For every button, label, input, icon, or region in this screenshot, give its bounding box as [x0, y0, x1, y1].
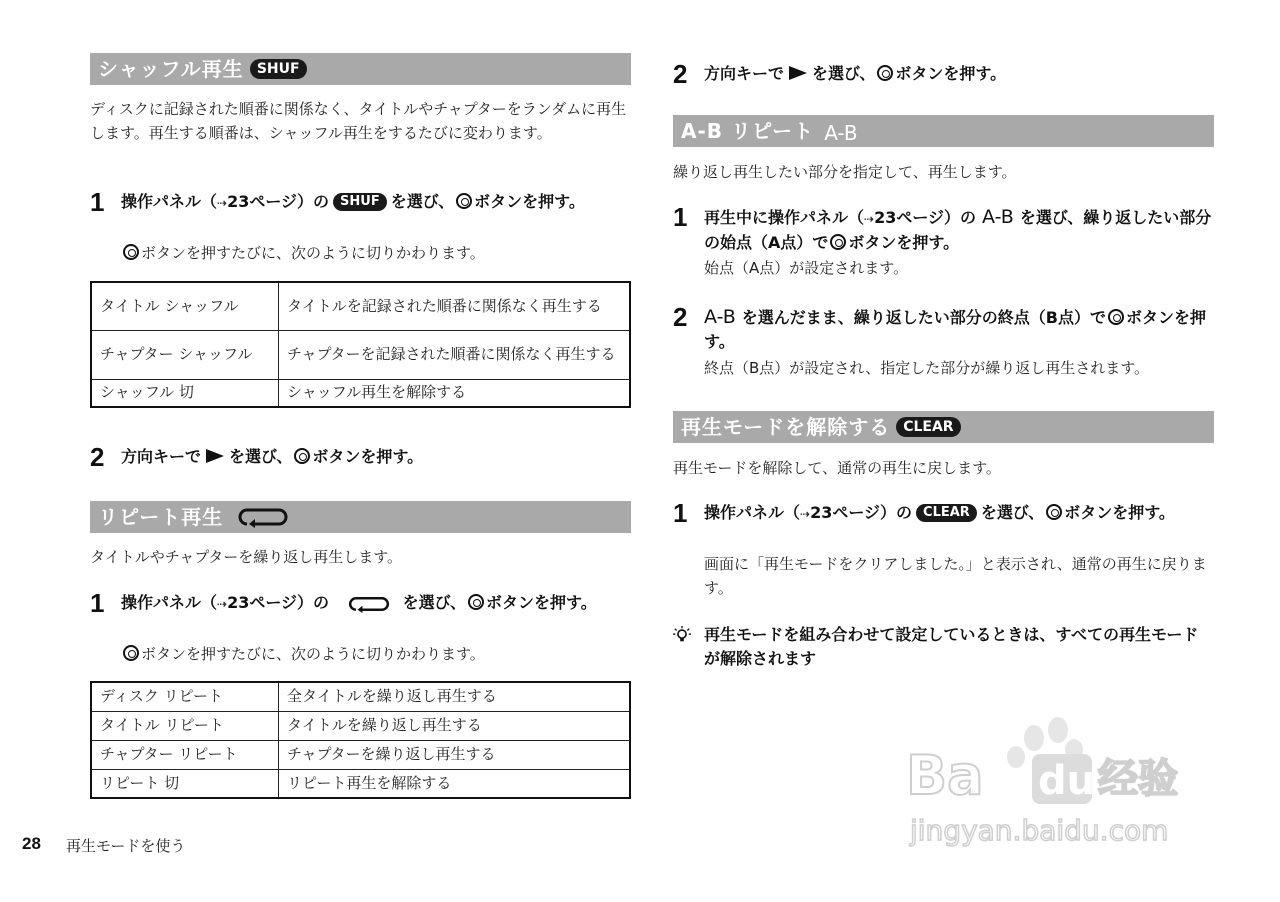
table-row [91, 740, 630, 769]
enter-circle-icon [468, 594, 484, 610]
shuffle-title: シャッフル再生 [98, 57, 244, 81]
clear-badge-inline: CLEAR [916, 504, 977, 522]
step-note-text: ボタンを押すたびに、次のように切りかわります。 [141, 244, 485, 262]
lightbulb-icon [673, 626, 691, 644]
table-cell-key: リピート 切 [91, 769, 279, 798]
table-cell-key: シャッフル 切 [91, 379, 279, 407]
step-text-pre: 再生中に操作パネル（ [704, 208, 865, 227]
clear-badge: CLEAR [896, 417, 960, 437]
clear-section-header [673, 411, 1214, 443]
baidu-paw-icon [906, 712, 1206, 852]
step-text-post: ボタンを押す。 [895, 64, 1007, 83]
step-instruction [704, 305, 1214, 354]
baidu-watermark [906, 712, 1206, 852]
page-ref: 23ページ）の [227, 192, 330, 211]
table-cell-value: チャプターを記録された順番に関係なく再生する [279, 330, 631, 379]
step-instruction [704, 501, 1214, 526]
ab-inline-label: A-B [982, 206, 1014, 228]
step-number: 2 [90, 442, 105, 472]
table-cell-key: チャプター シャッフル [91, 330, 279, 379]
footer-title: 再生モードを使う [66, 837, 186, 855]
enter-circle-icon [830, 234, 846, 250]
shuf-badge-inline: SHUF [333, 193, 387, 211]
step-number: 2 [673, 302, 688, 332]
repeat-table [90, 681, 631, 799]
step-instruction [121, 591, 631, 616]
table-cell-value: シャッフル再生を解除する [279, 379, 631, 407]
repeat-description: タイトルやチャプターを繰り返し再生します。 [90, 548, 403, 566]
page-ref: 23ページ）の [874, 208, 977, 227]
step-number: 2 [673, 59, 688, 89]
page-ref-arrow-icon: ⇢ [864, 212, 875, 226]
table-cell-value: チャプターを繰り返し再生する [279, 740, 631, 769]
watermark-url: jingyan.baidu.com [910, 814, 1169, 847]
step-instruction [121, 445, 631, 469]
table-row [91, 282, 630, 330]
step-number: 1 [90, 187, 105, 217]
enter-circle-icon [123, 645, 139, 661]
shuffle-description: ディスクに記録された順番に関係なく、タイトルやチャプターをランダムに再生します。再生する順番は、シャッフル再生をするたびに変わります。 [90, 100, 627, 142]
step-text-pre: 操作パネル（ [704, 503, 801, 522]
step-text-pre: 方向キーで [121, 447, 202, 466]
step-text-pre: 操作パネル（ [121, 192, 218, 211]
table-row [91, 711, 630, 740]
step-number: 1 [673, 498, 688, 528]
step-text-pre: 方向キーで [704, 64, 785, 83]
clear-title: 再生モードを解除する [681, 415, 891, 439]
table-cell-key: ディスク リピート [91, 682, 279, 711]
enter-circle-icon [294, 448, 310, 464]
repeat-title: リピート再生 [98, 505, 224, 529]
repeat-section-header [90, 501, 631, 533]
ab-section-header [673, 115, 1214, 147]
step-text-post: を選び、 [980, 503, 1045, 522]
step-number: 1 [90, 588, 105, 618]
step-note [121, 642, 631, 666]
enter-circle-icon [123, 244, 139, 260]
step-note: 画面に「再生モードをクリアしました。」と表示され、通常の再生に戻ります。 [704, 555, 1207, 597]
table-cell-value: リピート再生を解除する [279, 769, 631, 798]
step-instruction [704, 62, 1214, 86]
step-text-post: を選び、 [402, 593, 466, 612]
step-text-post: を選び、 [390, 192, 455, 211]
table-cell-value: タイトルを記録された順番に関係なく再生する [279, 282, 631, 330]
table-cell-value: タイトルを繰り返し再生する [279, 711, 631, 740]
page-number: 28 [22, 834, 41, 853]
step-text-post2: ボタンを押す。 [1064, 503, 1175, 522]
table-row [91, 769, 630, 798]
step-text-mid: を選び、 [229, 447, 293, 466]
table-cell-key: チャプター リピート [91, 740, 279, 769]
page-ref-arrow-icon: ⇢ [800, 507, 811, 521]
play-arrow-icon [789, 66, 807, 80]
enter-circle-icon [1046, 504, 1062, 520]
shuffle-table [90, 281, 631, 408]
table-cell-key: タイトル シャッフル [91, 282, 279, 330]
step-note: 始点（A点）が設定されます。 [704, 259, 909, 277]
table-row [91, 682, 630, 711]
ab-badge: A-B [824, 120, 858, 145]
step-instruction [121, 190, 631, 215]
tip-text: 再生モードを組み合わせて設定しているときは、すべての再生モードが解除されます [704, 625, 1199, 668]
page-ref: 23ページ）の [810, 503, 913, 522]
step-text-post: ボタンを押す。 [312, 447, 424, 466]
step-text-post2: ボタンを押す。 [704, 308, 1207, 351]
enter-circle-icon [877, 65, 893, 81]
step-text-post2: ボタンを押す。 [848, 233, 960, 252]
table-cell-value: 全タイトルを繰り返し再生する [279, 682, 631, 711]
step-text-post: を選んだまま、繰り返したい部分の終点（B点）で [741, 308, 1106, 327]
step-text-post2: ボタンを押す。 [474, 192, 585, 211]
shuf-badge: SHUF [250, 59, 307, 79]
ab-description: 繰り返し再生したい部分を指定して、再生します。 [673, 163, 1017, 181]
ab-inline-label: A-B [704, 306, 736, 328]
repeat-loop-icon [237, 506, 289, 528]
page-ref: 23ページ）の [227, 593, 330, 612]
table-row [91, 379, 630, 407]
play-arrow-icon [206, 449, 224, 463]
step-instruction [704, 205, 1214, 255]
shuffle-section-header [90, 53, 631, 85]
step-note [121, 241, 631, 265]
clear-description: 再生モードを解除して、通常の再生に戻します。 [673, 459, 1001, 477]
table-cell-key: タイトル リピート [91, 711, 279, 740]
step-text-post: を選び、繰り返したい部分の始点（A点）で [704, 208, 1212, 252]
watermark-brand-b: du [1038, 758, 1096, 804]
ab-title: A-B リピート [681, 119, 815, 143]
step-number: 1 [673, 202, 688, 232]
watermark-brand-cn: 经验 [1098, 756, 1178, 802]
step-text-pre: 操作パネル（ [121, 593, 218, 612]
step-note-text: ボタンを押すたびに、次のように切りかわります。 [141, 645, 485, 663]
step-text-mid: を選び、 [812, 64, 876, 83]
page-ref-arrow-icon: ⇢ [217, 597, 228, 611]
table-row [91, 330, 630, 379]
step-text-post2: ボタンを押す。 [485, 593, 597, 612]
step-note: 終点（B点）が設定され、指定した部分が繰り返し再生されます。 [704, 359, 1149, 377]
enter-circle-icon [456, 193, 472, 209]
page-ref-arrow-icon: ⇢ [217, 196, 228, 210]
enter-circle-icon [1108, 309, 1124, 325]
repeat-loop-icon [343, 595, 395, 613]
watermark-brand-a: Ba [906, 744, 984, 807]
